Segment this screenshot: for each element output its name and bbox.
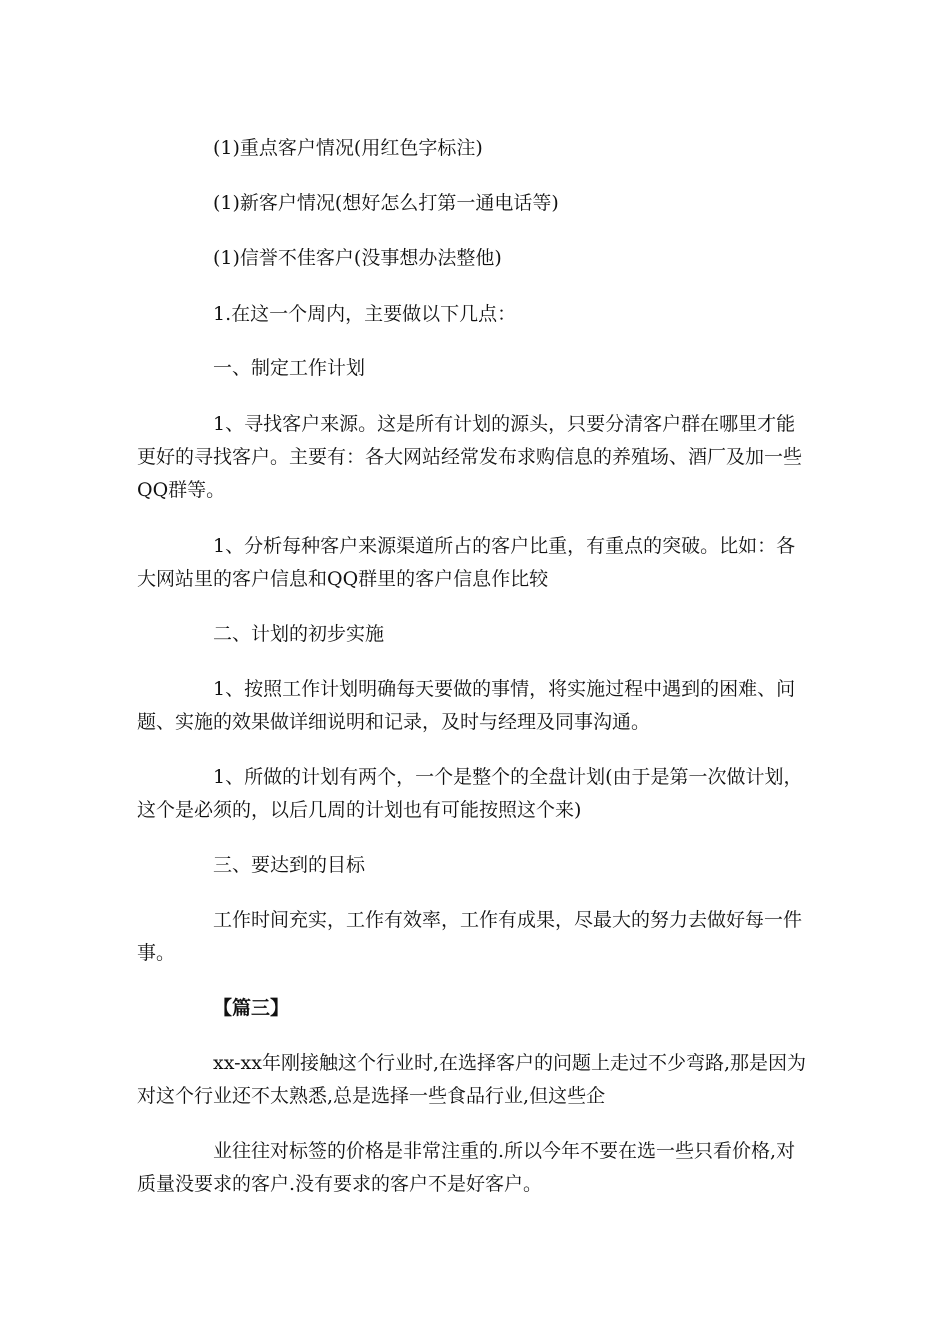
paragraph-industry-experience: xx-xx年刚接触这个行业时,在选择客户的问题上走过不少弯路,那是因为对这个行业还不太熟悉,总是选择一些食品行业,但这些企	[137, 1052, 807, 1107]
heading-section-2: 二、计划的初步实施	[213, 623, 385, 645]
paragraph-key-clients: (1)重点客户情况(用红色字标注)	[213, 137, 483, 159]
heading-section-1: 一、制定工作计划	[213, 357, 366, 379]
paragraph-daily-plan: 1、按照工作计划明确每天要做的事情，将实施过程中遇到的困难、问题、实施的效果做详细说明和记录，及时与经理及同事沟通。	[137, 678, 796, 733]
paragraph-analyze-sources: 1、分析每种客户来源渠道所占的客户比重，有重点的突破。比如：各大网站里的客户信息和QQ群里的客户信息作比较	[137, 535, 796, 590]
heading-part-three: 【篇三】	[213, 997, 290, 1019]
paragraph-new-clients: (1)新客户情况(想好怎么打第一通电话等)	[213, 192, 559, 214]
paragraph-find-clients: 1、寻找客户来源。这是所有计划的源头，只要分清客户群在哪里才能更好的寻找客户。主要有：各大网站经常发布求购信息的养殖场、酒厂及加一些QQ群等。	[137, 413, 803, 501]
paragraph-bad-credit-clients: (1)信誉不佳客户(没事想办法整他)	[213, 247, 502, 269]
paragraph-label-pricing: 业往往对标签的价格是非常注重的.所以今年不要在选一些只看价格,对质量没要求的客户.没有要求的客户不是好客户。	[137, 1140, 796, 1195]
heading-section-3: 三、要达到的目标	[213, 854, 366, 876]
paragraph-week-tasks: 1.在这一个周内，主要做以下几点：	[213, 303, 517, 325]
paragraph-two-plans: 1、所做的计划有两个，一个是整个的全盘计划(由于是第一次做计划，这个是必须的，以后几周的计划也有可能按照这个来)	[137, 766, 803, 821]
paragraph-goals: 工作时间充实，工作有效率，工作有成果，尽最大的努力去做好每一件事。	[137, 909, 803, 964]
